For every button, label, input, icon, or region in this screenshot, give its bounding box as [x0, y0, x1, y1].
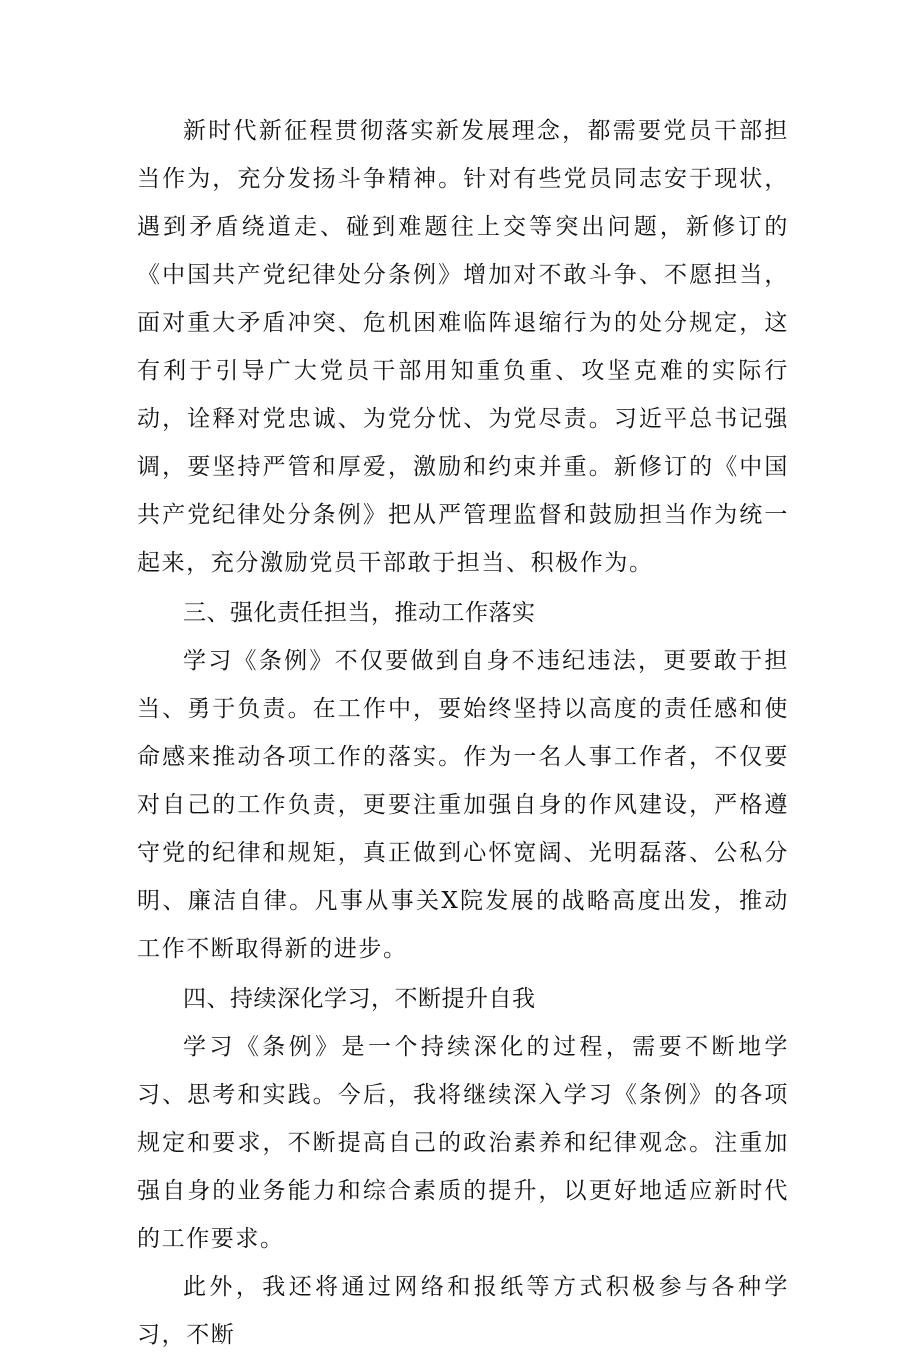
paragraph-continuous-learning: 学习《条例》是一个持续深化的过程，需要不断地学习、思考和实践。今后，我将继续深入学习《条例》的各项规定和要求，不断提高自己的政治素养和纪律观念。注重加强自身的业务能力和综合素质的提升，以更好地适应新时代的工作要求。 — [137, 1034, 789, 1252]
paragraph-new-era: 新时代新征程贯彻落实新发展理念，都需要党员干部担当作为，充分发扬斗争精神。针对有些党员同志安于现状，遇到矛盾绕道走、碰到难题往上交等突出问题，新修订的《中国共产党纪律处分条例》增加对不敢斗争、不愿担当，面对重大矛盾冲突、危机困难临阵退缩行为的处分规定，这有利于引导广大党员干部用知重负重、攻坚克难的实际行动，诠释对党忠诚、为党分忧、为党尽责。习近平总书记强调，要坚持严管和厚爱，激励和约束并重。新修订的《中国共产党纪律处分条例》把从严管理监督和鼓励担当作为统一起来，充分激励党员干部敢于担当、积极作为。 — [137, 118, 789, 576]
paragraph-responsibility: 学习《条例》不仅要做到自身不违纪违法，更要敢于担当、勇于负责。在工作中，要始终坚持以高度的责任感和使命感来推动各项工作的落实。作为一名人事工作者，不仅要对自己的工作负责，更要注重加强自身的作风建设，严格遵守党的纪律和规矩，真正做到心怀宽阔、光明磊落、公私分明、廉洁自律。凡事从事关X院发展的战略高度出发，推动工作不断取得新的进步。 — [137, 648, 789, 962]
paragraph-additional: 此外，我还将通过网络和报纸等方式积极参与各种学习，不断 — [137, 1274, 789, 1348]
section-heading-3: 三、强化责任担当，推动工作落实 — [183, 600, 536, 626]
section-heading-4: 四、持续深化学习，不断提升自我 — [183, 986, 536, 1012]
document-body — [137, 107, 789, 1359]
